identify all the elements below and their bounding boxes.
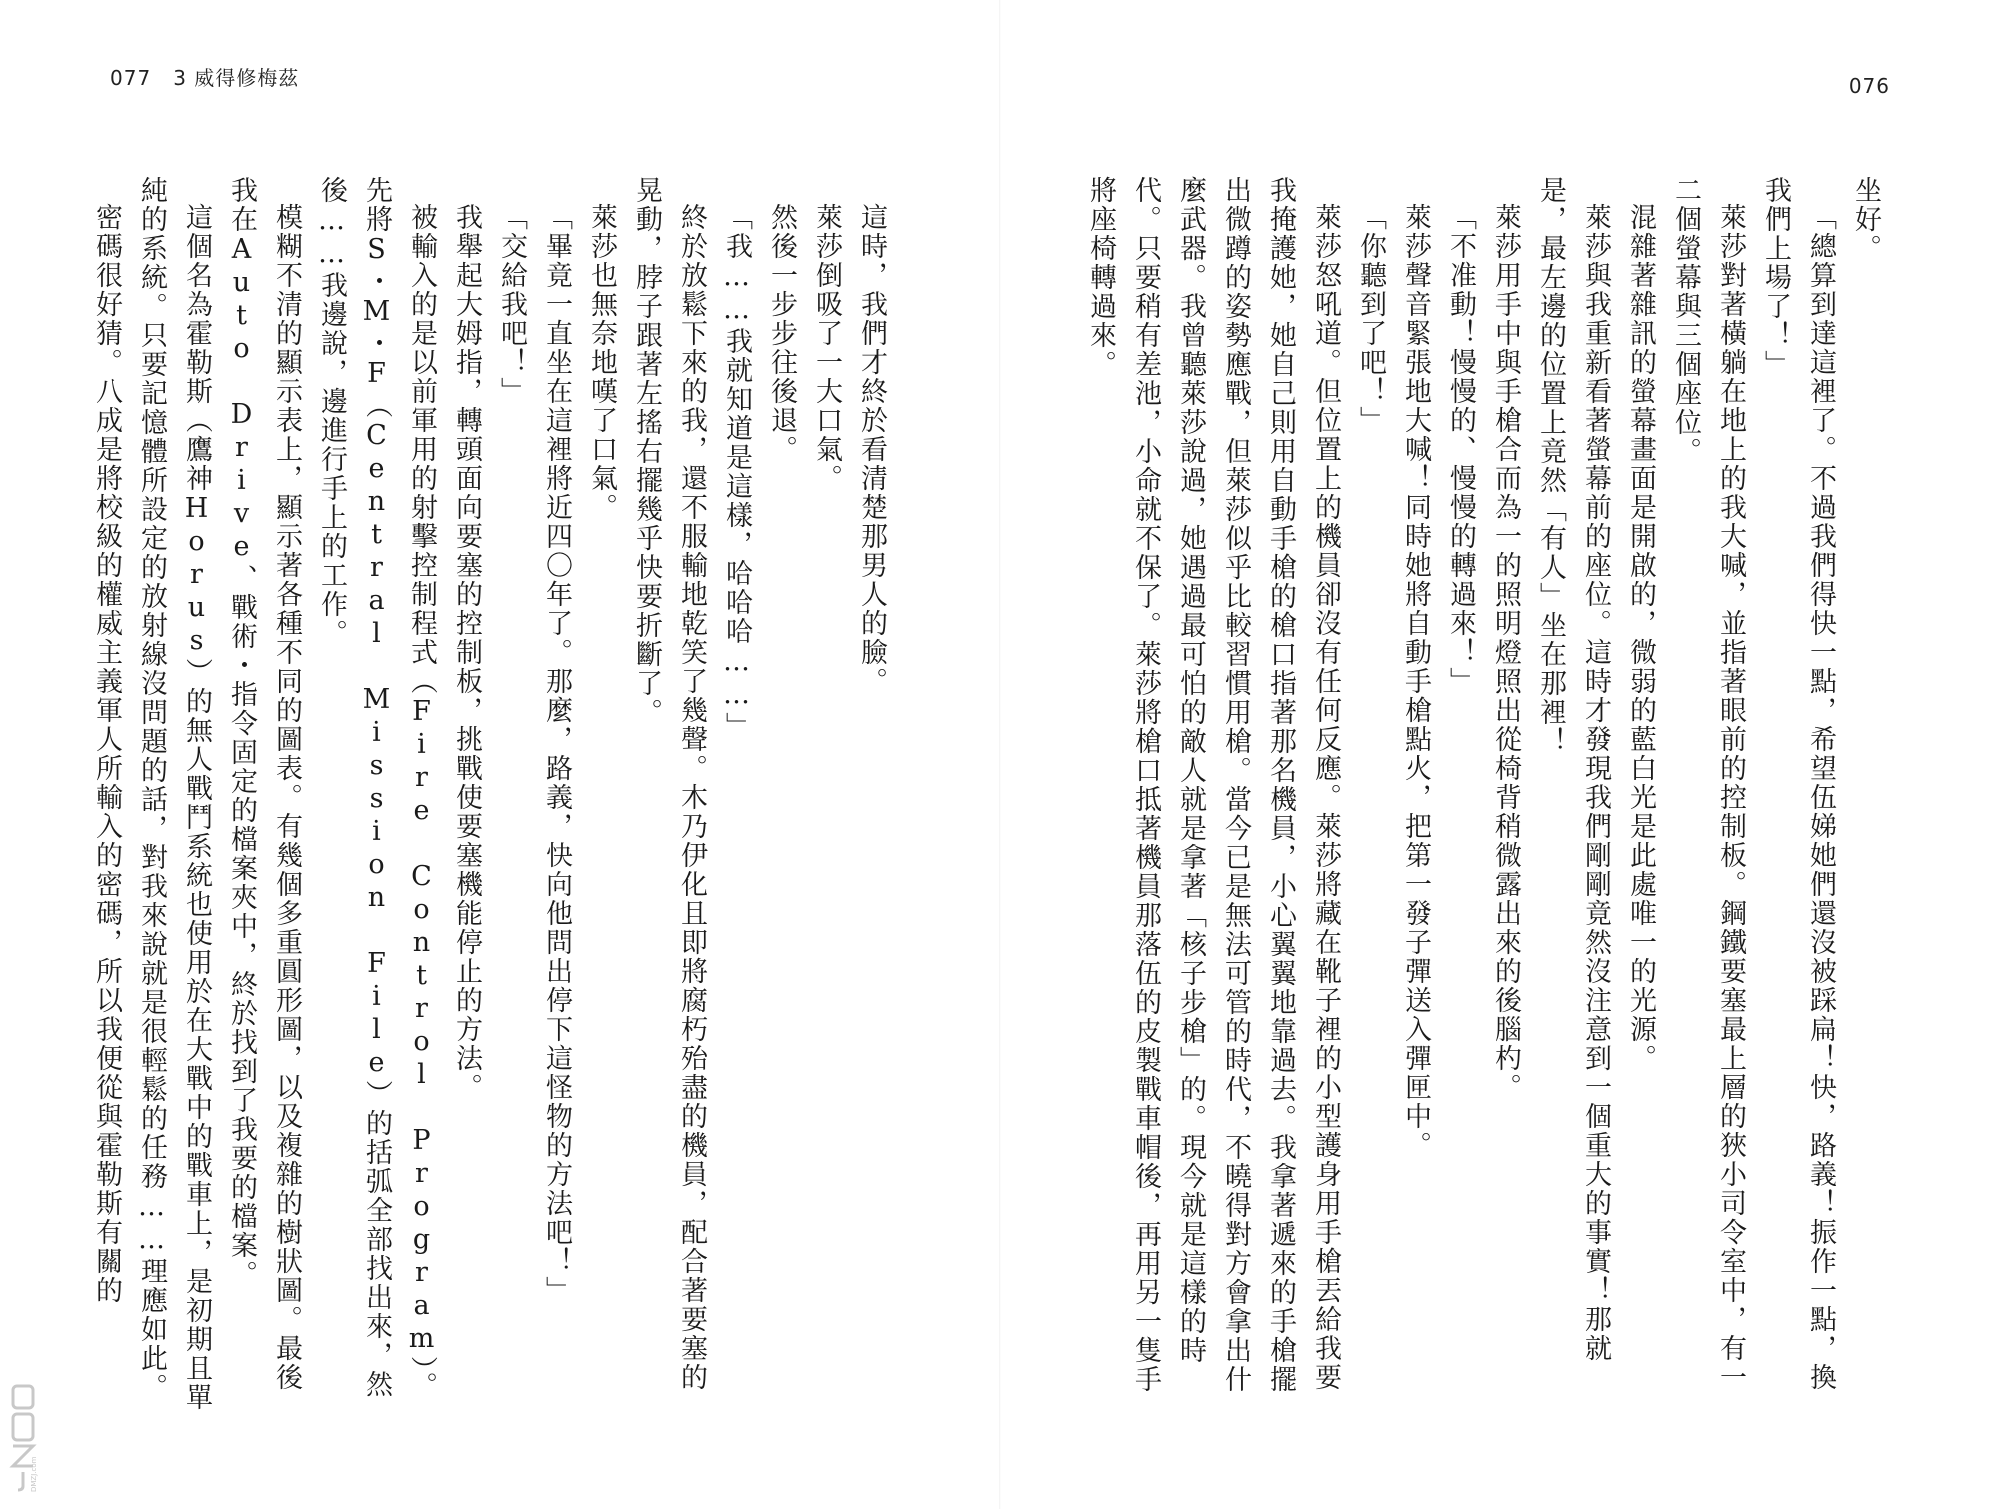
paragraph: 萊莎聲音緊張地大喊！同時她將自動手槍點火，把第一發子彈送入彈匣中。 xyxy=(1400,203,1431,1160)
paragraph: 坐好。 xyxy=(1850,176,1881,263)
right-page-text xyxy=(1085,176,1888,1416)
paragraph: 密碼很好猜。八成是將校級的權威主義軍人所輸入的密碼，所以我便從與霍勒斯有關的 xyxy=(91,203,122,1305)
paragraph: 「總算到達這裡了。不過我們得快一點，希望伍娣她們還沒被踩扁！快，路義！振作一點，換我們上場了！」 xyxy=(1760,176,1836,1392)
paragraph: 「我……我就知道是這樣，哈哈哈……」 xyxy=(721,203,752,741)
left-page-number: 077 xyxy=(110,66,152,90)
paragraph: 我舉起大姆指，轉頭面向要塞的控制板，挑戰使要塞機能停止的方法。 xyxy=(451,203,482,1102)
paragraph: 「不准動！慢慢的、慢慢的轉過來！」 xyxy=(1445,203,1476,696)
watermark-text: DMZJ.com xyxy=(30,1456,38,1492)
page-gutter xyxy=(999,0,1001,1509)
dmzj-logo-watermark-icon xyxy=(6,1382,40,1494)
right-page-number: 076 xyxy=(1848,74,1890,98)
left-running-head xyxy=(110,62,299,91)
paragraph: 「交給我吧！」 xyxy=(496,203,527,406)
paragraph: 「你聽到了吧！」 xyxy=(1355,203,1386,435)
paragraph: 被輸入的是以前軍用的射擊控制程式（Fire Control Program）。先將S・M・F（Central Mission File）的括弧全部找出來，然後……我邊說，邊進行手上的工作。 xyxy=(316,176,437,1401)
paragraph: 萊莎也無奈地嘆了口氣。 xyxy=(586,203,617,522)
paragraph: 終於放鬆下來的我，還不服輸地乾笑了幾聲。木乃伊化且即將腐朽殆盡的機員，配合著要塞的晃動，脖子跟著左搖右擺幾乎快要折斷了。 xyxy=(631,176,707,1392)
paragraph: 萊莎用手中與手槍合而為一的照明燈照出從椅背稍微露出來的後腦杓。 xyxy=(1490,203,1521,1102)
paragraph: 混雜著雜訊的螢幕畫面是開啟的，微弱的藍白光是此處唯一的光源。 xyxy=(1625,203,1656,1073)
paragraph: 然後一步步往後退。 xyxy=(766,203,797,464)
paragraph: 模糊不清的顯示表上，顯示著各種不同的圖表。有幾個多重圓形圖，以及複雜的樹狀圖。最後我在Auto Drive、戰術・指令固定的檔案夾中，終於找到了我要的檔案。 xyxy=(226,176,302,1392)
paragraph: 萊莎對著橫躺在地上的我大喊，並指著眼前的控制板。鋼鐵要塞最上層的狹小司令室中，有一二個螢幕與三個座位。 xyxy=(1670,176,1746,1392)
paragraph: 這個名為霍勒斯（鷹神Horus）的無人戰鬥系統也使用於在大戰中的戰車上，是初期且單純的系統。只要記憶體所設定的放射線沒問題的話，對我來說就是很輕鬆的任務……理應如此。 xyxy=(136,176,212,1412)
paragraph: 萊莎怒吼道。但位置上的機員卻沒有任何反應。萊莎將藏在靴子裡的小型護身用手槍丟給我要我掩護她，她自己則用自動手槍的槍口指著那名機員，小心翼翼地靠過去。我拿著遞來的手槍擺出微蹲的姿勢應戰，但萊莎似乎比較習慣用槍。當今已是無法可管的時代，不曉得對方會拿出什麼武器。我曾聽萊莎說過，她遇過最可怕的敵人就是拿著「核子步槍」的。現今就是這樣的時代。只要稍有差池，小命就不保了。萊莎將槍口抵著機員那落伍的皮製戰車帽後，再用另一隻手將座椅轉過來。 xyxy=(1085,176,1341,1394)
paragraph: 萊莎倒吸了一大口氣。 xyxy=(811,203,842,493)
chapter-title: 3 威得修梅茲 xyxy=(173,66,300,90)
paragraph: 萊莎與我重新看著螢幕前的座位。這時才發現我們剛剛竟然沒注意到一個重大的事實！那就是，最左邊的位置上竟然「有人」坐在那裡！ xyxy=(1535,176,1611,1363)
left-page-text xyxy=(91,176,894,1416)
paragraph: 「畢竟一直坐在這裡將近四〇年了。那麼，路義，快向他問出停下這怪物的方法吧！」 xyxy=(541,203,572,1305)
paragraph: 這時，我們才終於看清楚那男人的臉。 xyxy=(856,203,887,696)
